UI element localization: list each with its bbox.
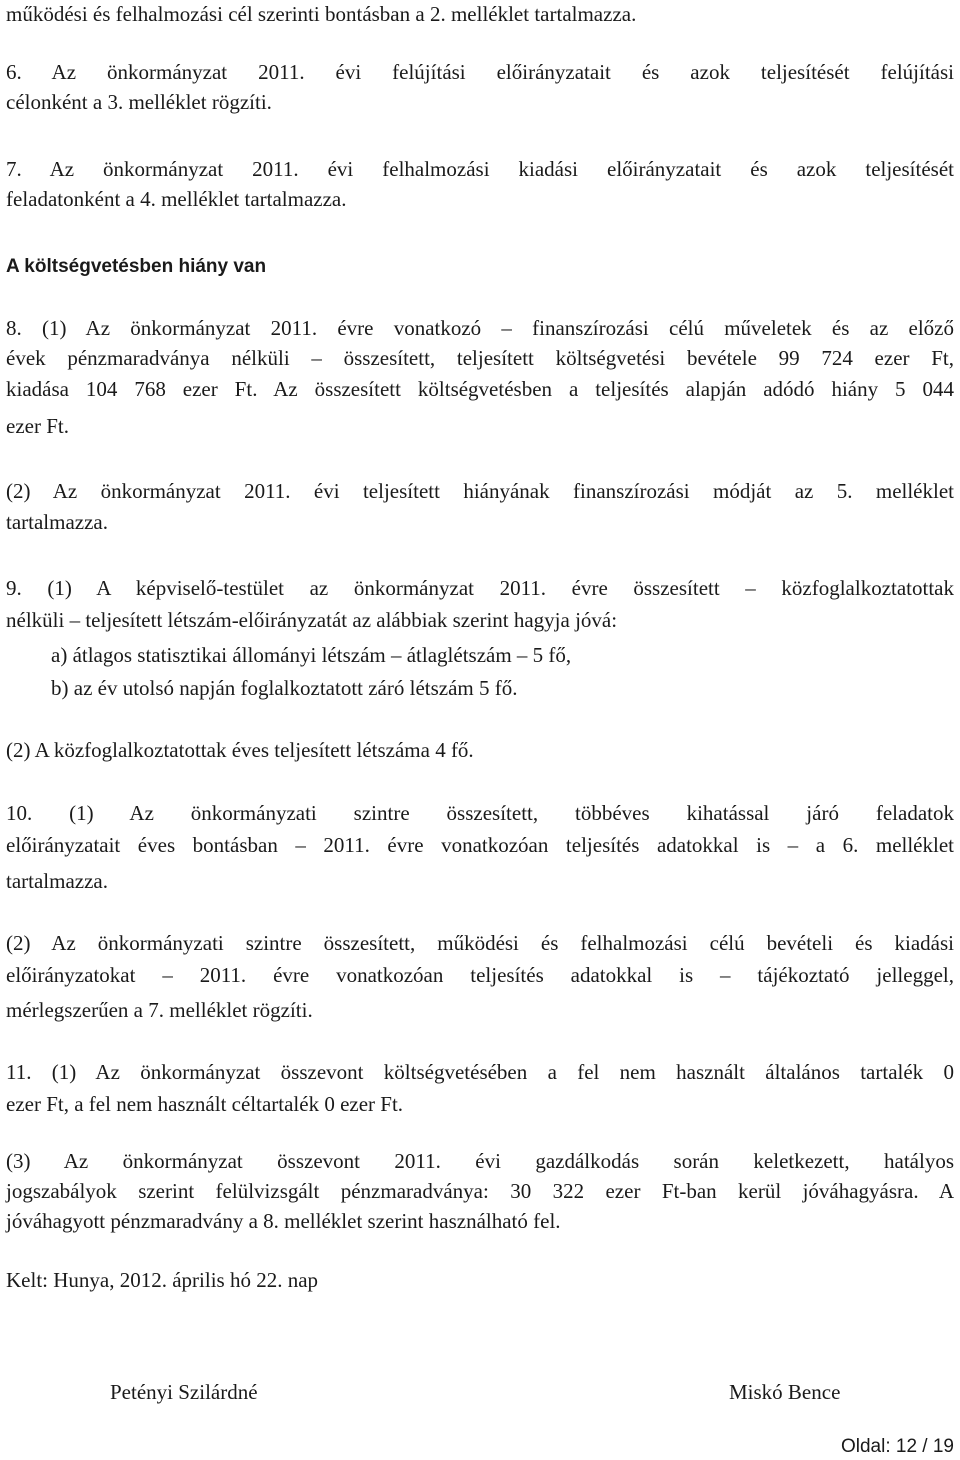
text-line: (2) Az önkormányzat 2011. évi teljesített hiányának finanszírozási módját az 5. melléklet [6,479,954,503]
text-line: 9. (1) A képviselő-testület az önkormányzat 2011. évre összesített – közfoglalkoztatottak [6,576,954,600]
signature-right: Miskó Bence [729,1380,841,1404]
text-line: kiadása 104 768 ezer Ft. Az összesített költségvetésben a teljesítés alapján adódó hiány 5 044 [6,377,954,401]
text-line: nélküli – teljesített létszám-előirányzatát az alábbiak szerint hagyja jóvá: [6,608,618,632]
text-line: 8. (1) Az önkormányzat 2011. évre vonatkozó – finanszírozási célú műveletek és az előző [6,316,954,340]
signature-left: Petényi Szilárdné [110,1380,258,1404]
page-number: Oldal: 12 / 19 [840,1436,954,1457]
text-line: működési és felhalmozási cél szerinti bontásban a 2. melléklet tartalmazza. [6,2,637,26]
list-item: b) az év utolsó napján foglalkoztatott záró létszám 5 fő. [51,676,518,700]
text-line: ezer Ft. [6,414,69,438]
text-line: előirányzatait éves bontásban – 2011. évre vonatkozóan teljesítés adatokkal is – a 6. melléklet [6,833,954,857]
text-line: feladatonként a 4. melléklet tartalmazza. [6,187,347,211]
list-item: a) átlagos statisztikai állományi létszám – átlaglétszám – 5 fő, [51,643,572,667]
text-line: célonként a 3. melléklet rögzíti. [6,90,272,114]
text-line: jogszabályok szerint felülvizsgált pénzmaradványa: 30 322 ezer Ft-ban kerül jóváhagyásra. A [6,1179,954,1203]
section-heading: A költségvetésben hiány van [6,256,267,277]
date-line: Kelt: Hunya, 2012. április hó 22. nap [6,1268,319,1292]
text-line: előirányzatokat – 2011. évre vonatkozóan teljesítés adatokkal is – tájékoztató jelleggel, [6,963,954,987]
text-line: évek pénzmaradványa nélküli – összesített, teljesített költségvetési bevétele 99 724 ezer Ft, [6,346,954,370]
text-line: tartalmazza. [6,510,109,534]
text-line: 7. Az önkormányzat 2011. évi felhalmozási kiadási előirányzatait és azok teljesítését [6,157,954,181]
text-line: ezer Ft, a fel nem használt céltartalék 0 ezer Ft. [6,1092,404,1116]
text-line: 6. Az önkormányzat 2011. évi felújítási előirányzatait és azok teljesítését felújítási [6,60,954,84]
text-line: jóváhagyott pénzmaradvány a 8. melléklet szerint használható fel. [6,1209,561,1233]
text-line: 10. (1) Az önkormányzati szintre összesített, többéves kihatással járó feladatok [6,801,954,825]
text-line: mérlegszerűen a 7. melléklet rögzíti. [6,998,313,1022]
text-line: (2) Az önkormányzati szintre összesített, működési és felhalmozási célú bevételi és kiadási [6,931,954,955]
text-line: tartalmazza. [6,869,109,893]
text-line: (3) Az önkormányzat összevont 2011. évi gazdálkodás során keletkezett, hatályos [6,1149,954,1173]
text-line: (2) A közfoglalkoztatottak éves teljesített létszáma 4 fő. [6,738,474,762]
text-line: 11. (1) Az önkormányzat összevont költségvetésében a fel nem használt általános tartalék 0 [6,1060,954,1084]
